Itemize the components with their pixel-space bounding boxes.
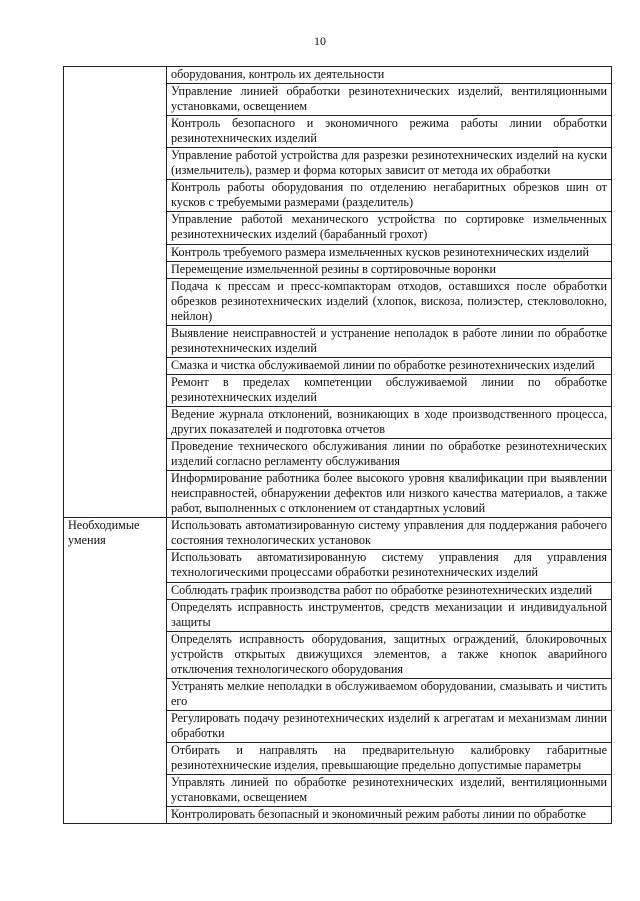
table-cell-item: Ведение журнала отклонений, возникающих в ходе производственного процесса, других показателей и подготовка отчетов <box>167 406 612 438</box>
table-cell-item: Управление работой механического устройства по сортировке измельченных резинотехнических изделий (барабанный грохот) <box>167 212 612 244</box>
table-cell-item: Устранять мелкие неполадки в обслуживаемом оборудовании, смазывать и чистить его <box>167 678 612 710</box>
table-cell-item: Ремонт в пределах компетенции обслуживаемой линии по обработке резинотехнических изделий <box>167 374 612 406</box>
table-cell-item: Выявление неисправностей и устранение неполадок в работе линии по обработке резинотехнических изделий <box>167 325 612 357</box>
table-cell-item: Использовать автоматизированную систему управления для управления технологическими процессами обработки резинотехнических изделий <box>167 550 612 582</box>
table-cell-item: Определять исправность инструментов, средств механизации и индивидуальной защиты <box>167 599 612 631</box>
section-label: Необходимые умения <box>64 518 167 824</box>
table-cell-item: Использовать автоматизированную систему управления для поддержания рабочего состояния технологических установок <box>167 518 612 550</box>
table-cell-item: Контроль требуемого размера измельченных кусков резинотехнических изделий <box>167 244 612 261</box>
table-cell-item: Контроль работы оборудования по отделению негабаритных обрезков шин от кусков с требуемыми размерами (разделитель) <box>167 180 612 212</box>
table-cell-item: Регулировать подачу резинотехнических изделий к агрегатам и механизмам линии обработки <box>167 710 612 742</box>
table-cell-item: оборудования, контроль их деятельности <box>167 67 612 84</box>
table-cell-item: Подача к прессам и пресс-компакторам отходов, оставшихся после обработки обрезков резинотехнических изделий (хлопок, вискоза, полиэстер, стекловолокно, нейлон) <box>167 278 612 325</box>
table-cell-item: Смазка и чистка обслуживаемой линии по обработке резинотехнических изделий <box>167 357 612 374</box>
table-cell-item: Проведение технического обслуживания линии по обработке резинотехнических изделий согласно регламенту обслуживания <box>167 439 612 471</box>
table-cell-item: Управление работой устройства для разрезки резинотехнических изделий на куски (измельчитель), размер и форма которых зависит от метода их обработки <box>167 148 612 180</box>
table-cell-item: Управление линией обработки резинотехнических изделий, вентиляционными установками, освещением <box>167 84 612 116</box>
table-cell-item: Управлять линией по обработке резинотехнических изделий, вентиляционными установками, освещением <box>167 775 612 807</box>
table-body <box>64 67 612 824</box>
page-number: 10 <box>314 34 326 48</box>
table-cell-item: Информирование работника более высокого уровня квалификации при выявлении неисправностей, обнаружении дефектов или низкого качества материалов, а также работ, выполненных с отклонением от стандартных условий <box>167 471 612 518</box>
table-cell-item: Определять исправность оборудования, защитных ограждений, блокировочных устройств открытых движущихся элементов, а также кнопок аварийного отключения технологического оборудования <box>167 631 612 678</box>
table-cell-item: Соблюдать график производства работ по обработке резинотехнических изделий <box>167 582 612 599</box>
table-cell-item: Контроль безопасного и экономичного режима работы линии обработки резинотехнических изделий <box>167 116 612 148</box>
section-label <box>64 67 167 518</box>
table-cell-item: Отбирать и направлять на предварительную калибровку габаритные резинотехнические изделия, превышающие предельно допустимые параметры <box>167 742 612 774</box>
table-cell-item: Контролировать безопасный и экономичный режим работы линии по обработке <box>167 807 612 824</box>
labor-functions-table <box>63 66 612 824</box>
table-row <box>64 518 612 550</box>
table-row <box>64 67 612 84</box>
table-cell-item: Перемещение измельченной резины в сортировочные воронки <box>167 261 612 278</box>
